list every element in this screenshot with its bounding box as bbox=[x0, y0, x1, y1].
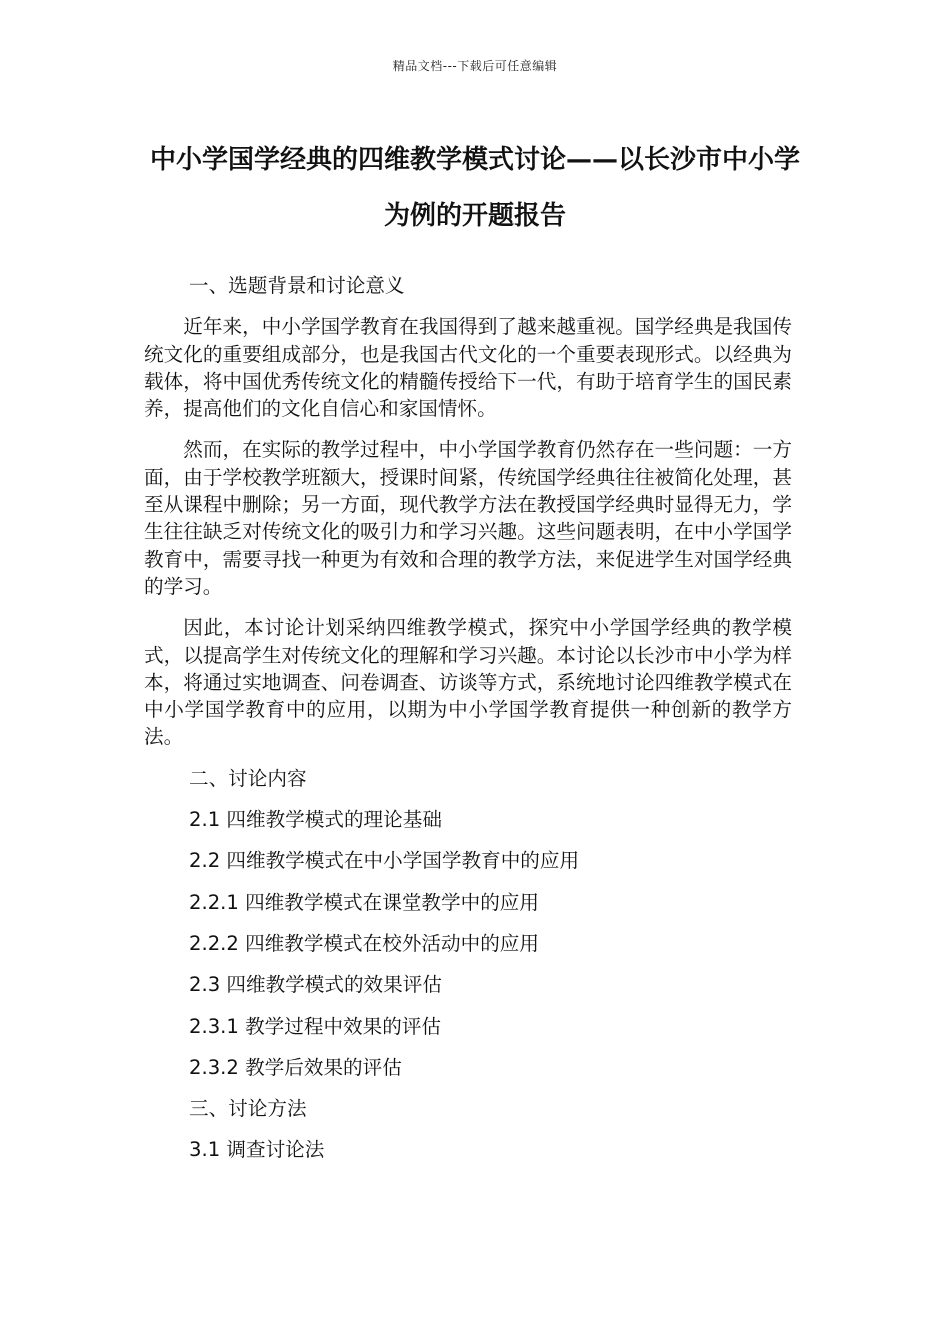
outline-item: 2.2 四维教学模式在中小学国学教育中的应用 bbox=[189, 849, 580, 873]
paragraph-background-2: 然而，在实际的教学过程中，中小学国学教育仍然存在一些问题：一方面，由于学校教学班额大，授课时间紧，传统国学经典往往被简化处理，甚至从课程中删除；另一方面，现代教学方法在教授国学经典时显得无力，学生往往缺乏对传统文化的吸引力和学习兴趣。这些问题表明，在中小学国学教育中，需要寻找一种更为有效和合理的教学方法，来促进学生对国学经典的学习。 bbox=[144, 438, 792, 598]
outline-item: 2.3.1 教学过程中效果的评估 bbox=[189, 1014, 442, 1038]
outline-item: 2.2.1 四维教学模式在课堂教学中的应用 bbox=[189, 890, 539, 914]
outline-item: 2.3.2 教学后效果的评估 bbox=[189, 1055, 402, 1079]
document-body bbox=[144, 272, 792, 1178]
outline-item: 2.2.2 四维教学模式在校外活动中的应用 bbox=[189, 931, 539, 955]
outline-item: 3.1 调查讨论法 bbox=[189, 1138, 325, 1162]
section-heading-3: 三、讨论方法 bbox=[189, 1097, 307, 1121]
outline-item: 2.1 四维教学模式的理论基础 bbox=[189, 808, 442, 832]
paragraph-background-3: 因此，本讨论计划采纳四维教学模式，探究中小学国学经典的教学模式，以提高学生对传统文化的理解和学习兴趣。本讨论以长沙市中小学为样本，将通过实地调查、问卷调查、访谈等方式，系统地讨论四维教学模式在中小学国学教育中的应用，以期为中小学国学教育提供一种创新的教学方法。 bbox=[144, 616, 792, 749]
outline-item: 2.3 四维教学模式的效果评估 bbox=[189, 973, 442, 997]
header-note: 精品文档---下载后可任意编辑 bbox=[392, 59, 558, 73]
document-title: 中小学国学经典的四维教学模式讨论——以长沙市中小学为例的开题报告 bbox=[149, 145, 800, 231]
section-heading-1: 一、选题背景和讨论意义 bbox=[189, 274, 405, 297]
paragraph-background-1: 近年来，中小学国学教育在我国得到了越来越重视。国学经典是我国传统文化的重要组成部分，也是我国古代文化的一个重要表现形式。以经典为载体，将中国优秀传统文化的精髓传授给下一代，有助于培育学生的国民素养，提高他们的文化自信心和家国情怀。 bbox=[144, 315, 792, 421]
section-heading-2: 二、讨论内容 bbox=[189, 766, 307, 790]
